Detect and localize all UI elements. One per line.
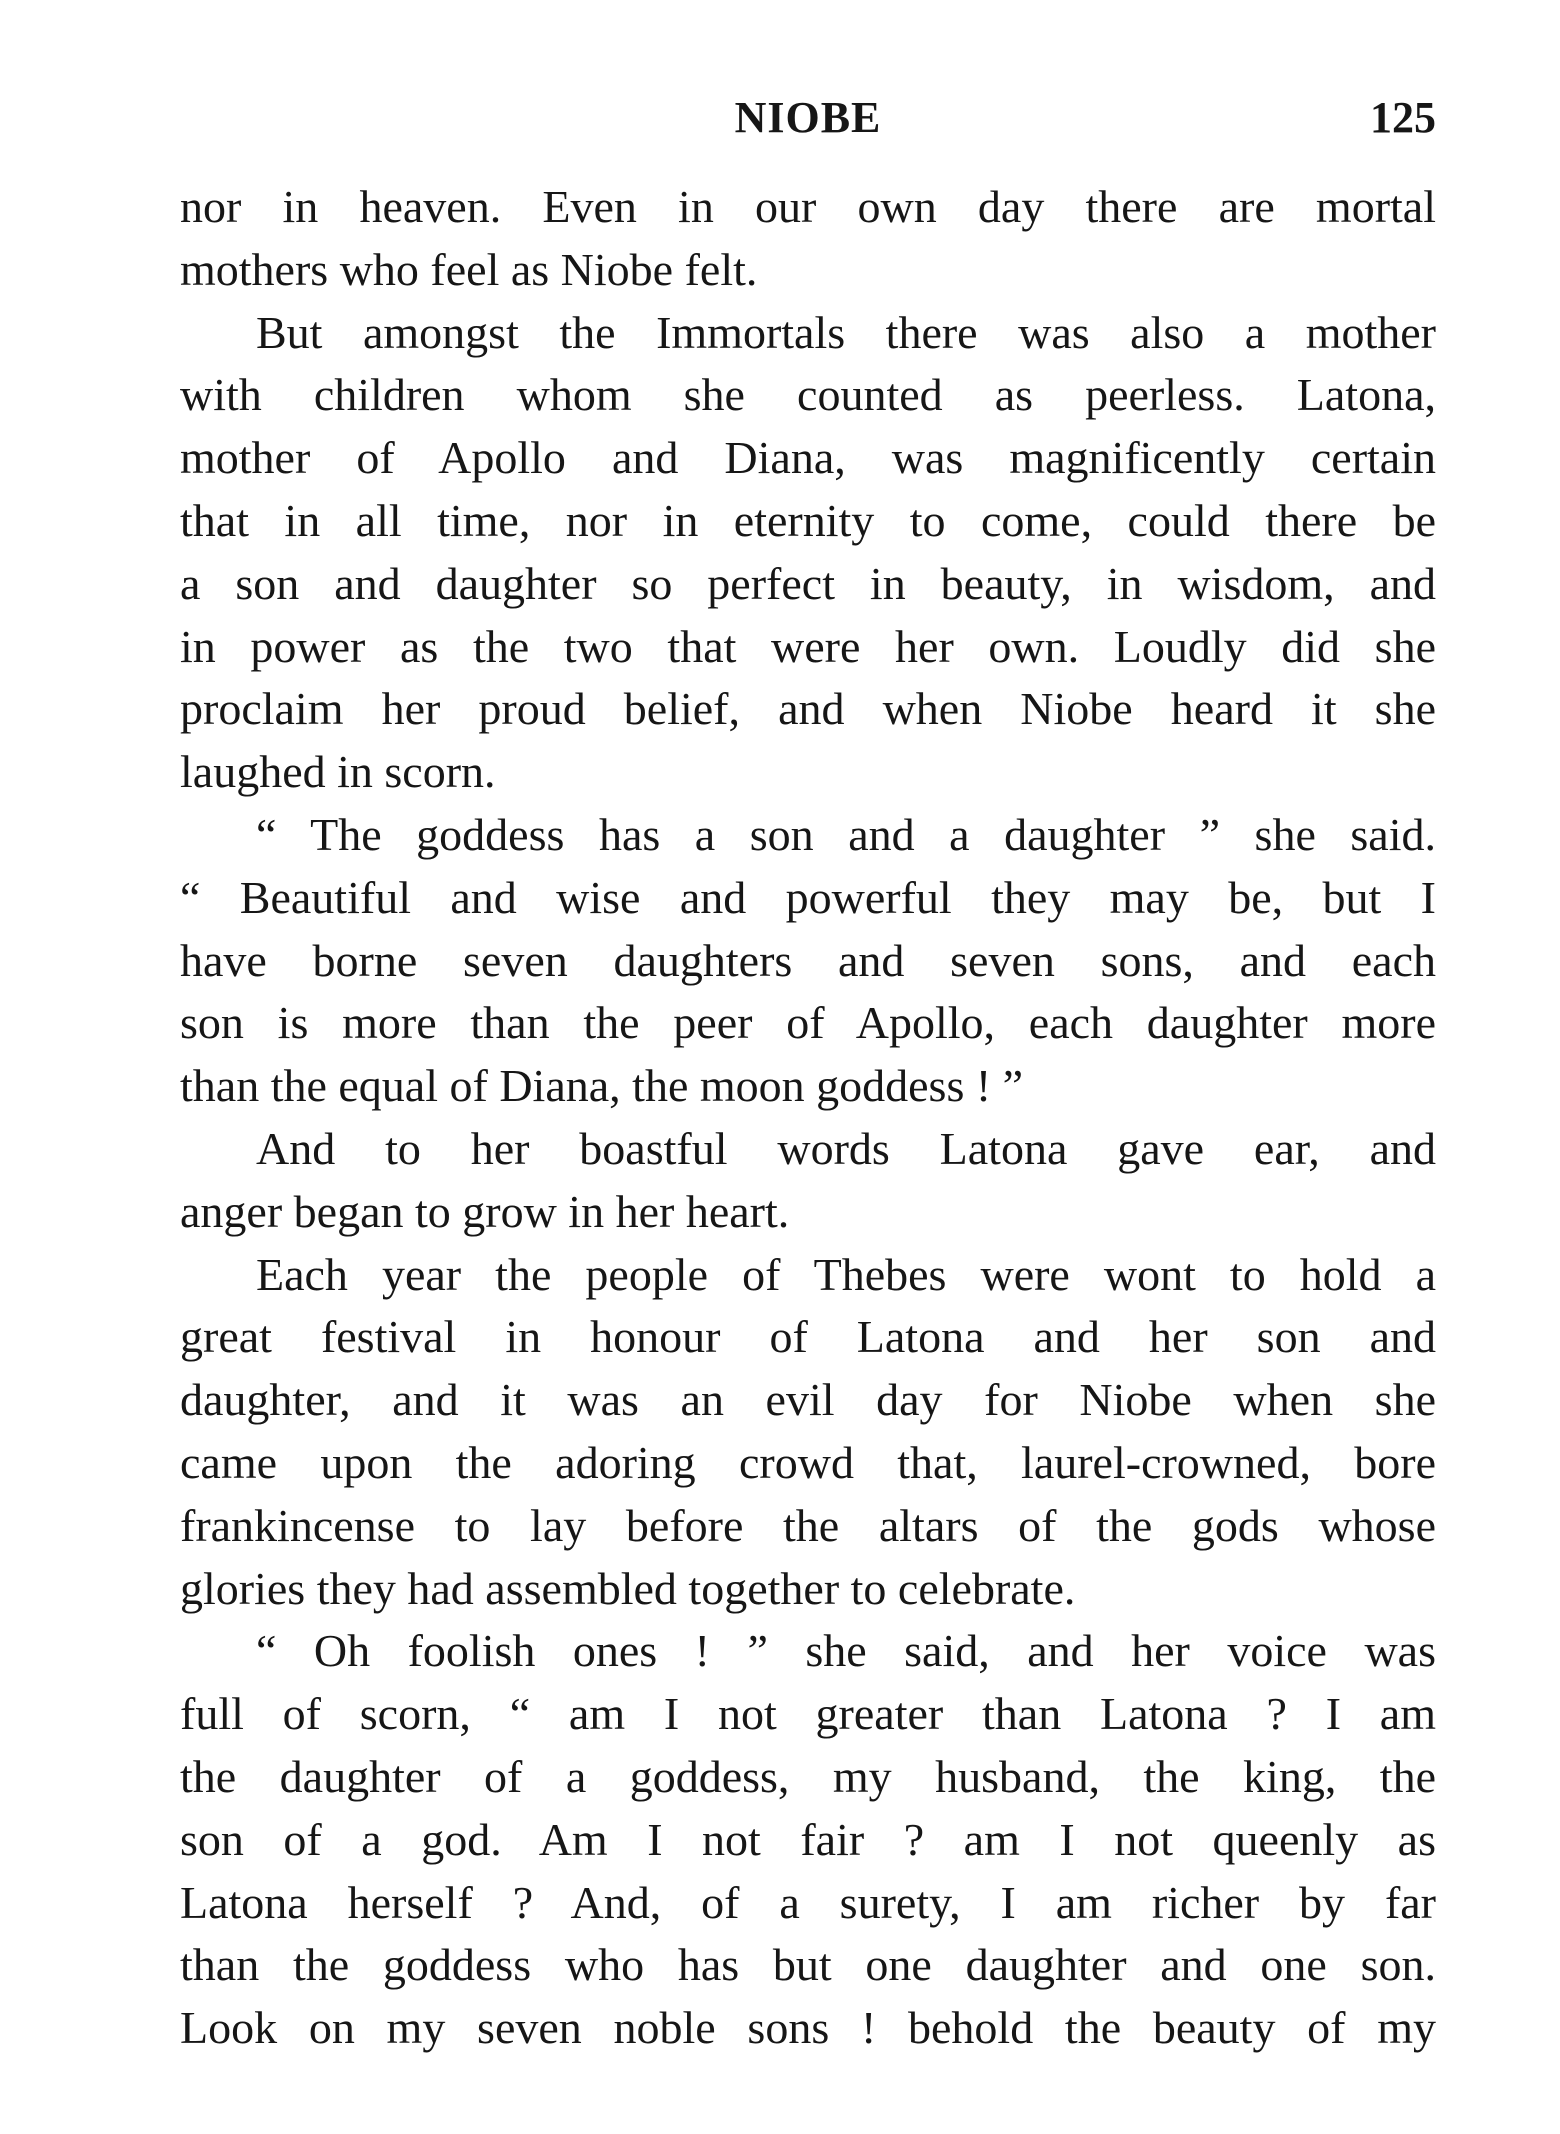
text-line: than the goddess who has but one daughter and one son.: [180, 1939, 1436, 1991]
text-line: that in all time, nor in eternity to come, could there be: [180, 494, 1436, 546]
text-line: And to her boastful words Latona gave ear, and: [256, 1122, 1436, 1174]
text-line: frankincense to lay before the altars of the gods whose: [180, 1499, 1436, 1551]
text-line: great festival in honour of Latona and her son and: [180, 1311, 1436, 1363]
text-line: a son and daughter so perfect in beauty, in wisdom, and: [180, 557, 1436, 609]
page-number: 125: [1370, 93, 1436, 142]
text-line: glories they had assembled together to celebrate.: [180, 1562, 1076, 1614]
text-line: daughter, and it was an evil day for Niobe when she: [180, 1374, 1436, 1426]
text-line: nor in heaven. Even in our own day there are mortal: [180, 181, 1436, 232]
running-title: NIOBE: [734, 93, 882, 142]
text-line: full of scorn, “ am I not greater than Latona ? I am: [180, 1688, 1436, 1740]
text-line: But amongst the Immortals there was also a mother: [256, 306, 1436, 358]
text-line: in power as the two that were her own. Loudly did she: [180, 620, 1436, 672]
text-line: mother of Apollo and Diana, was magnificently certain: [180, 432, 1436, 484]
text-line: have borne seven daughters and seven sons, and each: [180, 934, 1436, 986]
text-line: anger began to grow in her heart.: [180, 1185, 790, 1237]
body-text: [180, 176, 1436, 2060]
text-line: son of a god. Am I not fair ? am I not queenly as: [180, 1813, 1436, 1865]
text-line: “ The goddess has a son and a daughter ” she said.: [256, 808, 1436, 860]
text-line: proclaim her proud belief, and when Niobe heard it she: [180, 683, 1436, 735]
text-line: mothers who feel as Niobe felt.: [180, 243, 758, 295]
text-line: laughed in scorn.: [180, 746, 496, 798]
text-line: “ Oh foolish ones ! ” she said, and her voice was: [256, 1625, 1436, 1677]
text-line: son is more than the peer of Apollo, each daughter more: [180, 997, 1436, 1049]
text-line: came upon the adoring crowd that, laurel-crowned, bore: [180, 1436, 1436, 1488]
text-line: “ Beautiful and wise and powerful they may be, but I: [180, 871, 1436, 923]
text-line: Latona herself ? And, of a surety, I am richer by far: [180, 1876, 1436, 1928]
text-line: than the equal of Diana, the moon goddess ! ”: [180, 1060, 1024, 1112]
page-header: [180, 88, 1436, 148]
text-line: with children whom she counted as peerless. Latona,: [180, 369, 1436, 421]
text-line: Each year the people of Thebes were wont to hold a: [256, 1248, 1436, 1300]
text-line: the daughter of a goddess, my husband, the king, the: [180, 1750, 1436, 1802]
text-line: Look on my seven noble sons ! behold the beauty of my: [180, 2002, 1436, 2054]
